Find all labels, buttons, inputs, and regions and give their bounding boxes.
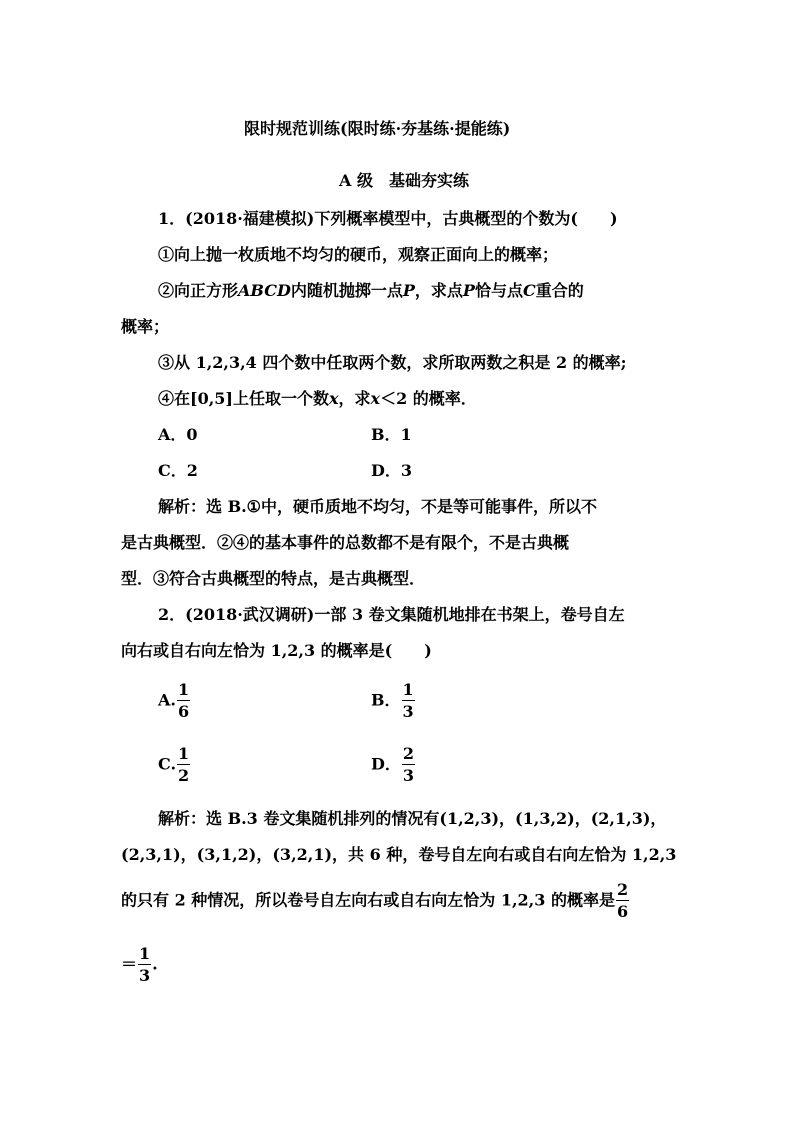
q2-option-a: A. $\frac{1}{6}$ <box>158 680 190 721</box>
q2-solution-line-3: 的只有 2 种情况，所以卷号自左向右或自右向左恰为 1,2,3 的概率是 $\frac{2}{6}$ <box>121 880 629 921</box>
q1-option-a: A．0 <box>158 425 198 444</box>
q1-option-c: C．2 <box>158 461 198 480</box>
q1-option-b: B．1 <box>371 425 412 444</box>
q1-item-4: ④在[0,5]上任取一个数x，求x＜2 的概率． <box>158 389 477 408</box>
q1-item-3: ③从 1,2,3,4 四个数中任取两个数，求所取两数之积是 2 的概率; <box>158 353 627 372</box>
q2-solution-line-4: ＝ $\frac{1}{3}$ . <box>121 944 158 985</box>
q1-item-2: ②向正方形ABCD内随机抛掷一点P，求点P恰与点C重合的 <box>158 281 584 300</box>
fraction: $\frac{2}{3}$ <box>402 744 415 785</box>
q1-solution-line-2: 是古典概型．②④的基本事件的总数都不是有限个，不是古典概 <box>121 533 570 552</box>
q1-item-2-cont: 概率； <box>121 317 170 336</box>
q1-solution-line-1: 解析：选 B.①中，硬币质地不均匀，不是等可能事件，所以不 <box>158 497 598 516</box>
q2-stem-line-2: 向右或自右向左恰为 1,2,3 的概率是( ) <box>121 641 432 660</box>
fraction: $\frac{1}{2}$ <box>178 744 190 785</box>
q2-stem-line-1: 2．(2018·武汉调研)一部 3 卷文集随机地排在书架上，卷号自左 <box>158 605 625 624</box>
q1-stem: 1．(2018·福建模拟)下列概率模型中，古典概型的个数为( ) <box>158 209 618 228</box>
section-heading: A 级 基础夯实练 <box>339 171 469 190</box>
q1-item-1: ①向上抛一枚质地不均匀的硬币，观察正面向上的概率； <box>158 245 559 264</box>
q2-solution-line-2: (2,3,1)，(3,1,2)，(3,2,1)，共 6 种，卷号自左向右或自右向左恰为 1,2,3 <box>121 845 677 864</box>
q1-solution-line-3: 型．③符合古典概型的特点，是古典概型． <box>121 569 426 588</box>
q2-solution-line-1: 解析：选 B.3 卷文集随机排列的情况有(1,2,3)，(1,3,2)，(2,1,3)， <box>158 809 667 828</box>
fraction: $\frac{1}{3}$ <box>402 680 414 721</box>
fraction: $\frac{1}{3}$ <box>139 944 151 985</box>
q2-option-d: D． $\frac{2}{3}$ <box>371 744 415 785</box>
fraction: $\frac{1}{6}$ <box>177 680 190 721</box>
q2-option-c: C. $\frac{1}{2}$ <box>158 744 190 785</box>
q2-option-b: B． $\frac{1}{3}$ <box>371 680 414 721</box>
page-title: 限时规范训练(限时练·夯基练·提能练) <box>244 119 511 138</box>
fraction: $\frac{2}{6}$ <box>616 880 629 921</box>
q1-option-d: D．3 <box>371 461 413 480</box>
